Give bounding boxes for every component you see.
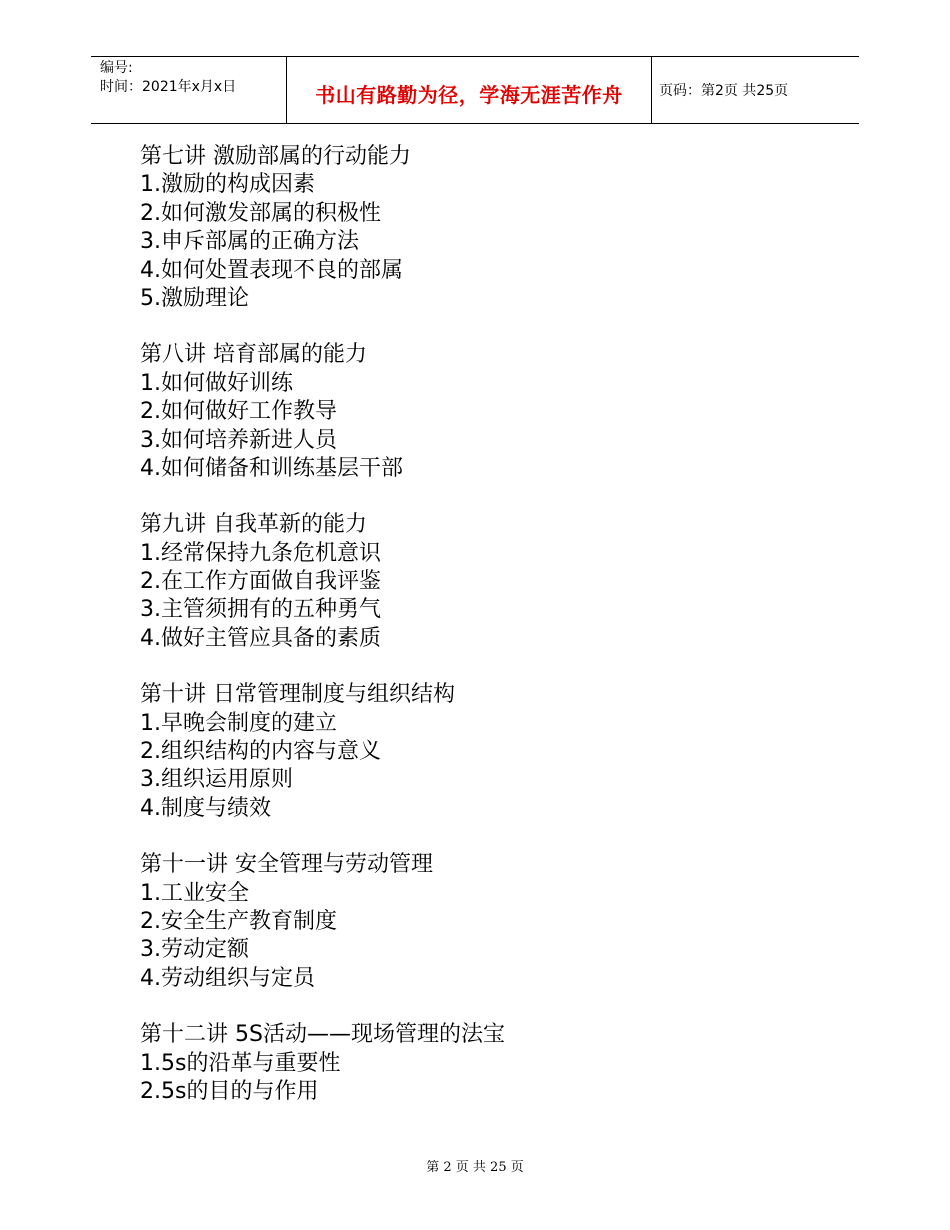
lecture-item: 4.制度与绩效 [140,795,271,821]
lecture-item: 2.如何激发部属的积极性 [140,200,381,226]
lecture-item: 3.如何培养新进人员 [140,427,337,453]
header-left-cell [91,57,286,123]
header-motto-cell [286,57,652,123]
motto: 书山有路勤为径，学海无涯苦作舟 [315,83,623,107]
lecture-item: 1.经常保持九条危机意识 [140,540,381,566]
number-label: 编号: [100,60,133,76]
lecture-item: 1.5s的沿革与重要性 [140,1050,341,1076]
lecture-item: 2.组织结构的内容与意义 [140,739,381,765]
lecture-item: 1.如何做好训练 [140,370,293,396]
time-label: 时间：2021年x月x日 [100,79,237,95]
lecture-title: 第十二讲 5S活动——现场管理的法宝 [140,1022,505,1048]
lecture-section [140,511,840,653]
lecture-item: 4.劳动组织与定员 [140,965,315,991]
lecture-item: 3.主管须拥有的五种勇气 [140,597,381,623]
lecture-item: 2.在工作方面做自我评鉴 [140,569,381,595]
lecture-item: 3.申斥部属的正确方法 [140,229,359,255]
page-footer: 第 2 页 共 25 页 [426,1160,524,1175]
lecture-item: 1.激励的构成因素 [140,172,315,198]
lecture-item: 4.如何储备和训练基层干部 [140,455,403,481]
lecture-section [140,143,840,313]
lecture-item: 3.劳动定额 [140,937,249,963]
lecture-item: 4.如何处置表现不良的部属 [140,257,403,283]
lecture-section [140,851,840,993]
lecture-section [140,1021,840,1106]
lecture-item: 2.5s的目的与作用 [140,1078,319,1104]
lecture-title: 第十讲 日常管理制度与组织结构 [140,682,455,708]
page-header [91,56,859,124]
lecture-title: 第九讲 自我革新的能力 [140,512,367,538]
lecture-title: 第八讲 培育部属的能力 [140,342,367,368]
lecture-item: 1.早晚会制度的建立 [140,710,337,736]
lecture-section [140,681,840,823]
lecture-item: 2.安全生产教育制度 [140,908,337,934]
lecture-item: 5.激励理论 [140,285,249,311]
lecture-section [140,341,840,483]
document-body [140,143,840,1134]
page-code: 页码：第2页 共25页 [659,83,789,99]
lecture-item: 1.工业安全 [140,880,249,906]
lecture-item: 3.组织运用原则 [140,767,293,793]
lecture-title: 第七讲 激励部属的行动能力 [140,144,411,169]
lecture-item: 2.如何做好工作教导 [140,399,337,425]
lecture-item: 4.做好主管应具备的素质 [140,625,381,651]
header-page-cell [651,57,859,123]
lecture-title: 第十一讲 安全管理与劳动管理 [140,852,433,878]
